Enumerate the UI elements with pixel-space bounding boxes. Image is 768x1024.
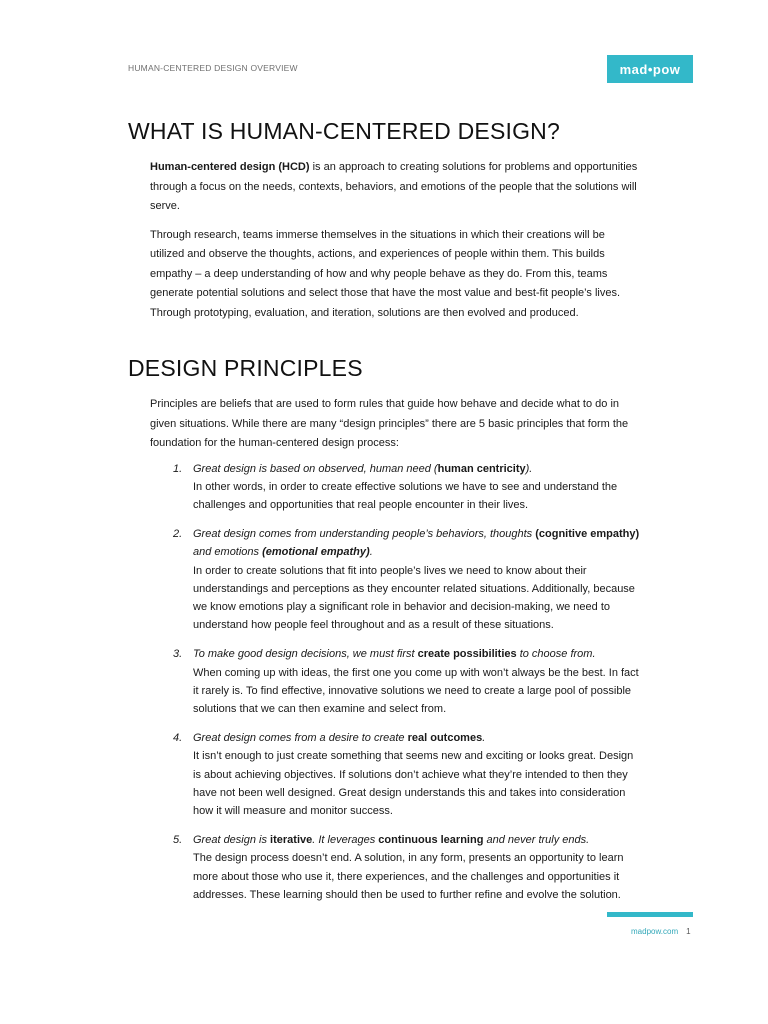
list-number: 2. [173,528,183,541]
principle-explanation: It isn’t enough to just create something that seems new and exciting or looks great. Design is about achieving objectives. If solutions don’t achieve what they’re intended to then they have not been well designed. Great design understands this and takes into consideration how it will measure and monitor success. [193,750,634,817]
principle-statement: Great design is iterative. It leverages continuous learning and never truly ends. [193,834,590,847]
hcd-definition-text: is an approach to creating solutions for problems and opportunities through a focus on the needs, contexts, behaviors, and emotions of the people that the solutions will serve. [150,161,638,212]
list-item [173,460,640,515]
footer-site: madpow.com [631,927,679,936]
principle-explanation: In order to create solutions that fit into people’s lives we need to know about their understandings and perceptions as they encounter related situations. Additionally, because we know emotions play a significant role in behavior and decision-making, we need to understand how people feel throughout and as a result of these situations. [193,564,635,632]
principle-explanation: In other words, in order to create effective solutions we have to see and understand the challenges and opportunities that real people encounter in their lives. [193,480,618,511]
principle-statement: Great design comes from a desire to create real outcomes. [193,732,486,745]
principle-explanation: When coming up with ideas, the first one you come up with won’t always be the best. In fact it rarely is. To find effective, innovative solutions we need to create a large pool of possible solutions that we can then examine and select from. [193,666,639,715]
page-number: 1 [686,927,691,936]
hcd-definition-paragraph [150,158,640,217]
list-number: 4. [173,732,183,745]
section-heading-principles: DESIGN PRINCIPLES [128,355,363,381]
principle-statement: Great design is based on observed, human need (human centricity). [193,462,533,475]
list-item [173,729,640,820]
list-number: 5. [173,834,183,847]
hcd-research-paragraph: Through research, teams immerse themselves in the situations in which their creations will be utilized and observe the thoughts, actions, and experiences of people within them. This builds empathy – a deep understanding of how and why people behave as they do. From this, teams generate potential solutions and select those that have the most value and best-fit people’s lives. Through prototyping, evaluation, and iteration, solutions are then evolved and produced. [150,228,621,319]
list-item [173,525,640,634]
page-footer [631,927,691,936]
document-header-title: HUMAN-CENTERED DESIGN OVERVIEW [128,63,298,73]
brand-logo: mad•pow [607,55,693,83]
document-body [128,116,640,915]
principles-list [128,460,640,904]
design-principles-section [128,353,640,904]
list-item [173,645,640,718]
principles-intro-paragraph: Principles are beliefs that are used to form rules that guide how behave and decide what to do in given situations. While there are many “design principles” there are 5 basic principles that form the foundation for the human-centered design process: [150,398,629,449]
list-item [173,831,640,904]
principle-statement: Great design comes from understanding people’s behaviors, thoughts (cognitive empathy) and emotions (emotional empathy). [193,528,640,559]
list-number: 1. [173,462,183,475]
principle-statement: To make good design decisions, we must first create possibilities to choose from. [193,648,596,661]
section-heading-hcd: WHAT IS HUMAN-CENTERED DESIGN? [128,118,560,144]
list-number: 3. [173,648,183,661]
principle-explanation: The design process doesn’t end. A solution, in any form, presents an opportunity to learn more about those who use it, there experiences, and the challenges and opportunities it addresses. These learning should then be used to further refine and evolve the solution. [193,852,624,901]
hcd-term: Human-centered design (HCD) [150,161,310,173]
footer-accent-bar [607,912,693,917]
